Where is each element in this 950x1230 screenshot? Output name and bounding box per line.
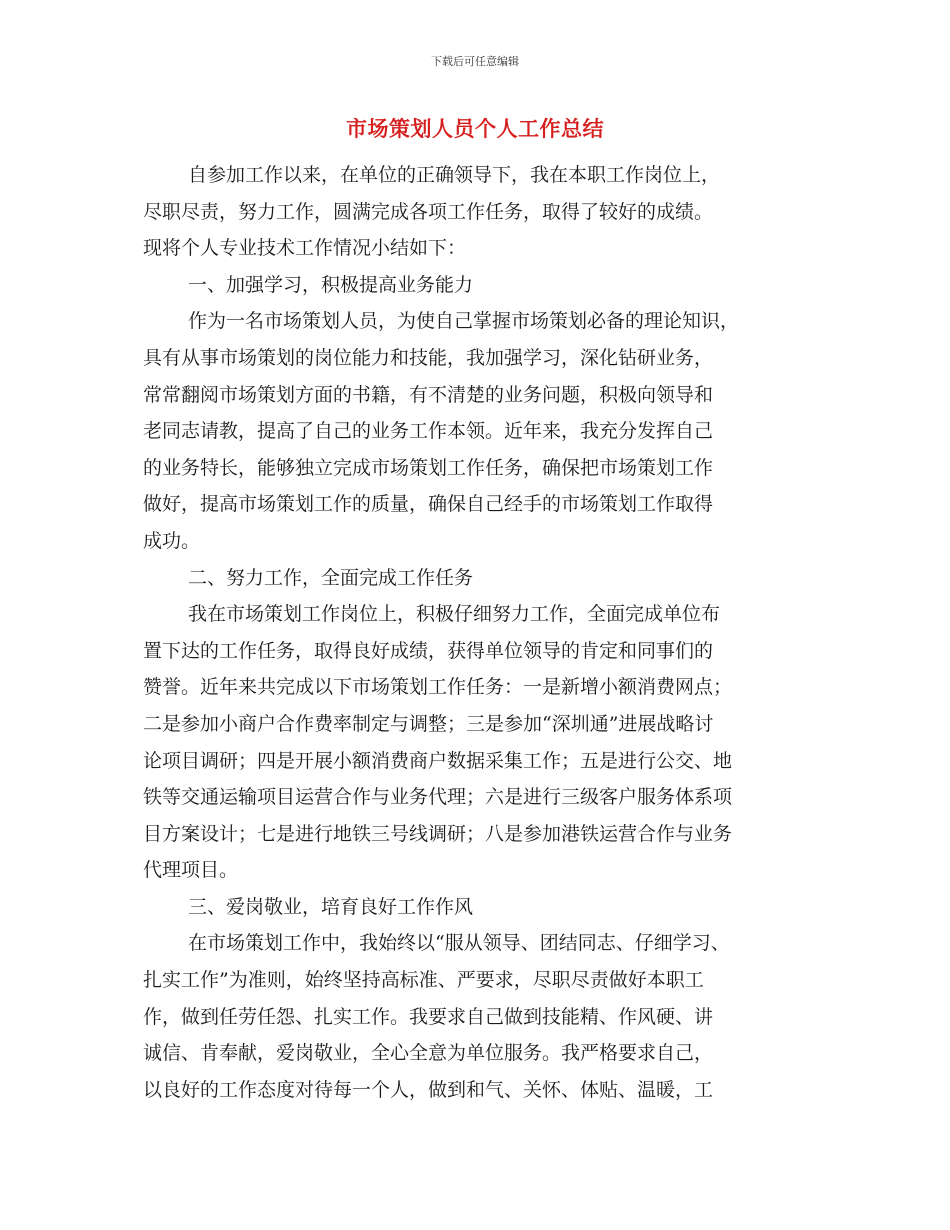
body-line: 自参加工作以来，在单位的正确领导下，我在本职工作岗位上， (188, 164, 721, 186)
body-line: 二、努力工作，全面完成工作任务 (188, 566, 474, 589)
body-line: 做好，提高市场策划工作的质量，确保自己经手的市场策划工作取得 (143, 493, 714, 516)
body-line: 我在市场策划工作岗位上，积极仔细努力工作，全面完成单位布 (188, 603, 721, 626)
body-line: 目方案设计；七是进行地铁三号线调研；八是参加港铁运营合作与业务 (143, 822, 733, 845)
body-line: 铁等交通运输项目运营合作与业务代理；六是进行三级客户服务体系项 (143, 786, 733, 809)
body-line: 成功。 (143, 529, 201, 552)
body-line: 三、爱岗敬业，培育良好工作作风 (188, 895, 474, 918)
body-line: 常常翻阅市场策划方面的书籍，有不清楚的业务问题，积极向领导和 (143, 383, 714, 406)
body-line: 现将个人专业技术工作情况小结如下： (143, 237, 467, 260)
body-line: 置下达的工作任务，取得良好成绩，获得单位领导的肯定和同事们的 (143, 639, 714, 662)
body-line: 作为一名市场策划人员，为使自己掌握市场策划必备的理论知识， (188, 310, 740, 333)
body-line: 的业务特长，能够独立完成市场策划工作任务，确保把市场策划工作 (143, 456, 714, 479)
body-line: 尽职尽责，努力工作，圆满完成各项工作任务，取得了较好的成绩。 (143, 200, 714, 223)
body-line: 二是参加小商户合作费率制定与调整；三是参加“深圳通”进展战略讨 (143, 712, 714, 735)
body-line: 论项目调研；四是开展小额消费商户数据采集工作；五是进行公交、地 (143, 749, 733, 772)
body-line: 具有从事市场策划的岗位能力和技能，我加强学习，深化钻研业务， (143, 346, 714, 369)
body-line: 老同志请教，提高了自己的业务工作本领。近年来，我充分发挥自己 (143, 420, 714, 443)
body-line: 以良好的工作态度对待每一个人，做到和气、关怀、体贴、温暖，工 (143, 1078, 714, 1101)
body-line: 一、加强学习，积极提高业务能力 (188, 273, 474, 296)
body-line: 扎实工作”为准则，始终坚持高标准、严要求，尽职尽责做好本职工 (143, 969, 704, 992)
document-title: 市场策划人员个人工作总结 (346, 117, 604, 141)
body-line: 在市场策划工作中，我始终以“服从领导、团结同志、仔细学习、 (188, 932, 730, 955)
body-line: 赞誉。近年来共完成以下市场策划工作任务：一是新增小额消费网点； (143, 676, 733, 699)
document-body (143, 157, 813, 1108)
page-header-note: 下载后可任意编辑 (431, 55, 519, 68)
body-line: 作，做到任劳任怨、扎实工作。我要求自己做到技能精、作风硬、讲 (143, 1005, 714, 1028)
body-line: 诚信、肯奉献，爱岗敬业，全心全意为单位服务。我严格要求自己， (143, 1042, 714, 1065)
body-line: 代理项目。 (143, 859, 239, 882)
